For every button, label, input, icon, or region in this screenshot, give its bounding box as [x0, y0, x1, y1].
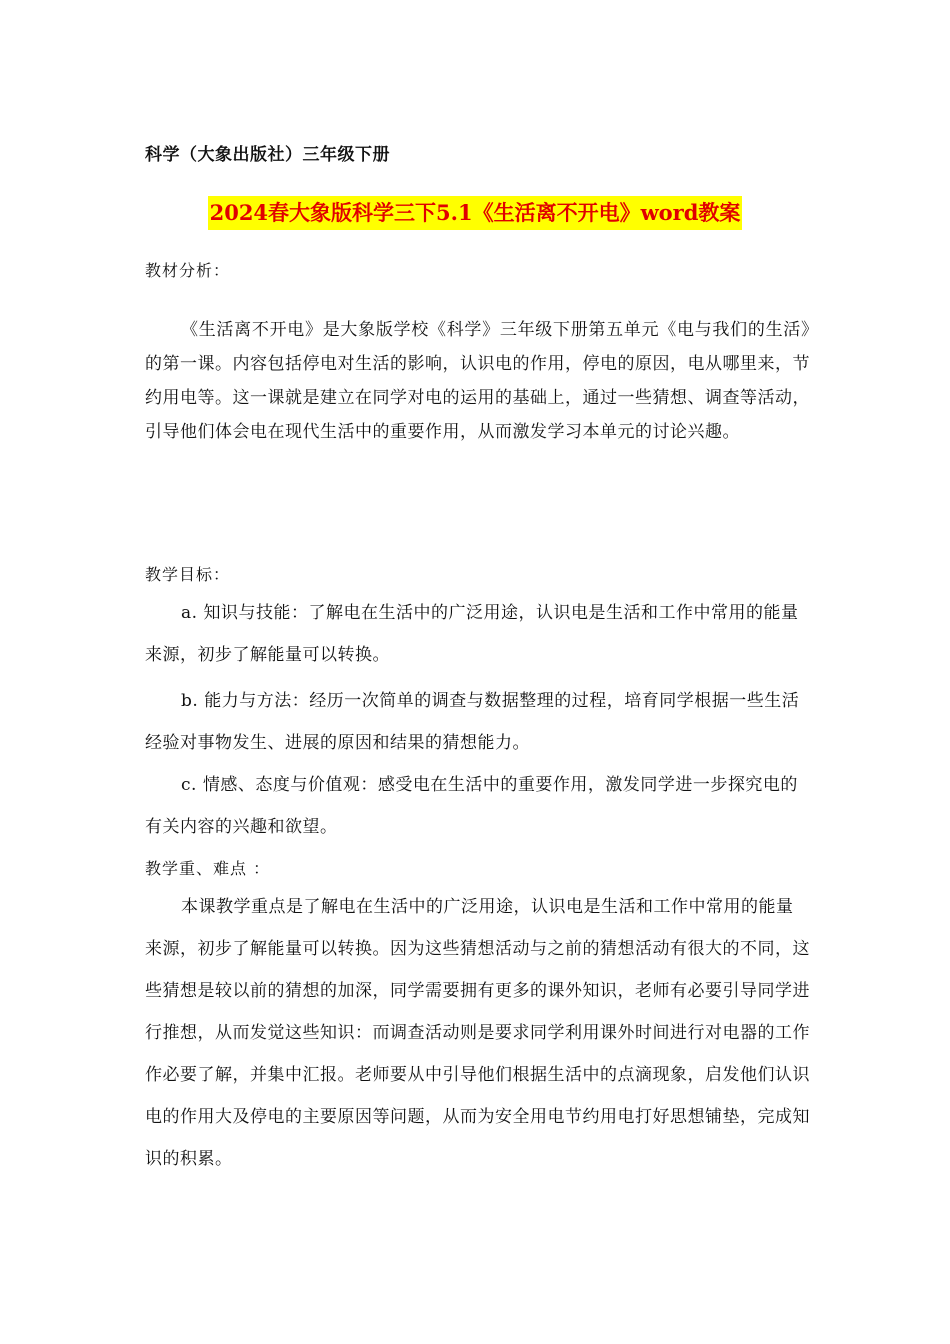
goal-c: c. 情感、态度与价值观：感受电在生活中的重要作用，激发同学进一步探究电的有关内容的兴趣和欲望。: [145, 775, 798, 837]
focus-label: 教学重、难点 ：: [145, 859, 271, 878]
goal-a: a. 知识与技能：了解电在生活中的广泛用途，认识电是生活和工作中常用的能量来源，初步了解能量可以转换。: [145, 603, 799, 665]
goals-label: 教学目标：: [145, 565, 231, 584]
analysis-paragraph: 《生活离不开电》是大象版学校《科学》三年级下册第五单元《电与我们的生活》的第一课。内容包括停电对生活的影响，认识电的作用，停电的原因，电从哪里来，节约用电等。这一课就是建立在同学对电的运用的基础上，通过一些猜想、调查等活动，引导他们体会电在现代生活中的重要作用，从而激发学习本单元的讨论兴趣。: [145, 320, 810, 442]
document-header: 科学（大象出版社）三年级下册: [145, 145, 390, 165]
analysis-label: 教材分析：: [145, 261, 231, 280]
goal-b: b. 能力与方法：经历一次简单的调查与数据整理的过程，培育同学根据一些生活经验对事物发生、进展的原因和结果的猜想能力。: [145, 691, 800, 753]
focus-paragraph: 本课教学重点是了解电在生活中的广泛用途，认识电是生活和工作中常用的能量来源，初步了解能量可以转换。因为这些猜想活动与之前的猜想活动有很大的不同，这些猜想是较以前的猜想的加深，同学需要拥有更多的课外知识，老师有必要引导同学进行推想，从而发觉这些知识：而调查活动则是要求同学利用课外时间进行对电器的工作作必要了解，并集中汇报。老师要从中引导他们根据生活中的点滴现象，启发他们认识电的作用大及停电的主要原因等问题，从而为安全用电节约用电打好思想铺垫，完成知识的积累。: [145, 897, 810, 1169]
title-container: [0, 196, 950, 230]
document-title: 2024春大象版科学三下5.1《生活离不开电》word教案: [208, 196, 743, 230]
